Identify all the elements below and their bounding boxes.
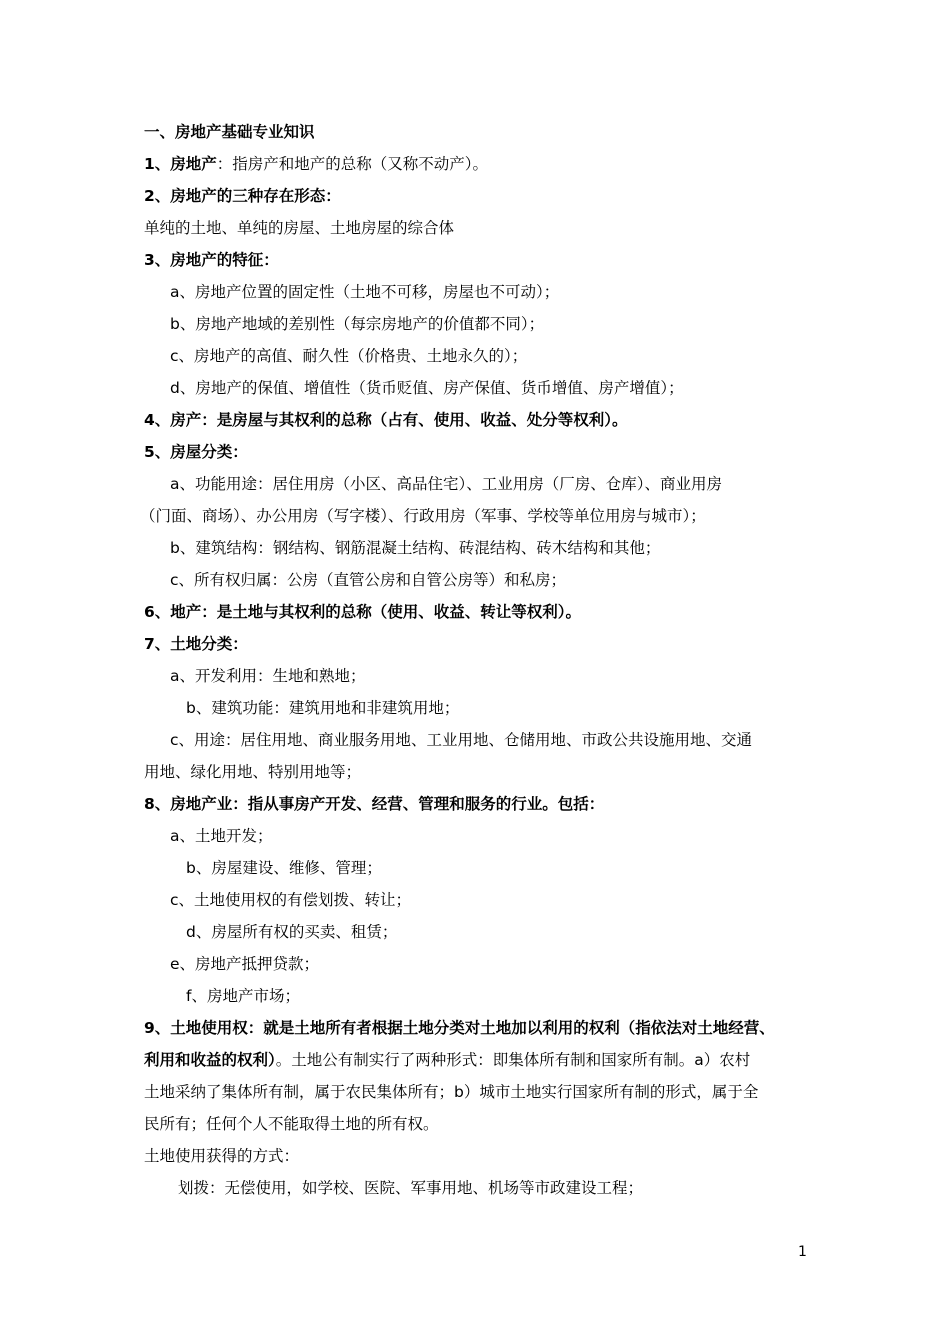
- text-run: e、房地产抵押贷款；: [170, 955, 320, 973]
- list-item: [170, 282, 559, 302]
- text-run: b、房屋建设、维修、管理；: [186, 859, 382, 877]
- list-item: [170, 730, 752, 750]
- list-item: [170, 890, 411, 910]
- list-item-continuation: [140, 506, 706, 526]
- item-5-heading: [144, 442, 248, 462]
- item-6-definition: [144, 602, 581, 622]
- text-run: c、房地产的高值、耐久性（价格贵、土地永久的）；: [170, 347, 528, 365]
- text-run: a、功能用途：居住用房（小区、高品住宅）、工业用房（厂房、仓库）、商业用房: [170, 475, 723, 493]
- text-run: a、土地开发；: [170, 827, 273, 845]
- text-run: 单纯的土地、单纯的房屋、土地房屋的综合体: [144, 219, 455, 237]
- list-item: [186, 986, 300, 1006]
- list-item: [170, 666, 366, 686]
- text-run: 3、房地产的特征：: [144, 251, 279, 269]
- item-2-heading: [144, 186, 341, 206]
- paragraph-line: [144, 1050, 750, 1070]
- text-run: c、土地使用权的有偿划拨、转让；: [170, 891, 412, 909]
- list-item: [170, 826, 273, 846]
- item-7-heading: [144, 634, 248, 654]
- text-run: 7、土地分类：: [144, 635, 248, 653]
- text-run: f、房地产市场；: [186, 987, 300, 1005]
- text-run: b、建筑结构：钢结构、钢筋混凝土结构、砖混结构、砖木结构和其他；: [170, 539, 661, 557]
- list-item: [170, 474, 722, 494]
- list-item: [186, 698, 459, 718]
- text-run: d、房屋所有权的买卖、租赁；: [186, 923, 398, 941]
- text-run: ：指房产和地产的总称（又称不动产）。: [216, 155, 489, 173]
- text-run: 。土地公有制实行了两种形式：即集体所有制和国家所有制。a）农村: [275, 1051, 751, 1069]
- list-item: [178, 1178, 643, 1198]
- text-run: 2、房地产的三种存在形态：: [144, 187, 341, 205]
- text-run: 5、房屋分类：: [144, 443, 248, 461]
- text-run: b、房地产地域的差别性（每宗房地产的价值都不同）；: [170, 315, 545, 333]
- list-item: [170, 314, 544, 334]
- text-run: c、用途：居住用地、商业服务用地、工业用地、仓储用地、市政公共设施用地、交通: [170, 731, 753, 749]
- text-run: 6、地产：是土地与其权利的总称（使用、收益、转让等权利）。: [144, 603, 582, 621]
- text-run: 民所有；任何个人不能取得土地的所有权。: [144, 1115, 439, 1133]
- text-run: b、建筑功能：建筑用地和非建筑用地；: [186, 699, 460, 717]
- item-3-heading: [144, 250, 279, 270]
- text-run: c、所有权归属：公房（直管公房和自管公房等）和私房；: [170, 571, 567, 589]
- text-run: 一、房地产基础专业知识: [144, 123, 315, 141]
- item-4-definition: [144, 410, 628, 430]
- text-run: 利用和收益的权利）: [144, 1051, 276, 1069]
- text-run: d、房地产的保值、增值性（货币贬值、房产保值、货币增值、房产增值）；: [170, 379, 684, 397]
- text-run: 土地使用获得的方式：: [144, 1147, 300, 1165]
- heading-section-1: [144, 122, 315, 142]
- text-run: 1、房地产: [144, 155, 217, 173]
- text-run: （门面、商场）、办公用房（写字楼）、行政用房（军事、学校等单位用房与城市）；: [140, 507, 706, 525]
- text-run: a、开发利用：生地和熟地；: [170, 667, 366, 685]
- item-1-definition: [144, 154, 488, 174]
- item-9-definition: [144, 1018, 775, 1038]
- list-item: [170, 346, 527, 366]
- list-item-continuation: [144, 762, 361, 782]
- list-item: [170, 954, 319, 974]
- list-item: [170, 378, 684, 398]
- list-item: [186, 922, 397, 942]
- paragraph-line: [144, 1146, 299, 1166]
- text-run: 土地采纳了集体所有制，属于农民集体所有；b）城市土地实行国家所有制的形式，属于全: [144, 1083, 759, 1101]
- text-run: 划拨：无偿使用，如学校、医院、军事用地、机场等市政建设工程；: [178, 1179, 644, 1197]
- text-run: 8、房地产业：指从事房产开发、经营、管理和服务的行业。包括：: [144, 795, 605, 813]
- item-8-heading: [144, 794, 604, 814]
- list-item: [186, 858, 382, 878]
- paragraph-line: [144, 218, 454, 238]
- page-number: 1: [798, 1244, 807, 1260]
- text-run: a、房地产位置的固定性（土地不可移，房屋也不可动）；: [170, 283, 560, 301]
- text-run: 4、房产：是房屋与其权利的总称（占有、使用、收益、处分等权利）。: [144, 411, 628, 429]
- paragraph-line: [144, 1082, 758, 1102]
- list-item: [170, 570, 566, 590]
- text-run: 用地、绿化用地、特别用地等；: [144, 763, 362, 781]
- list-item: [170, 538, 660, 558]
- paragraph-line: [144, 1114, 439, 1134]
- text-run: 9、土地使用权：就是土地所有者根据土地分类对土地加以利用的权利（指依法对土地经营、: [144, 1019, 775, 1037]
